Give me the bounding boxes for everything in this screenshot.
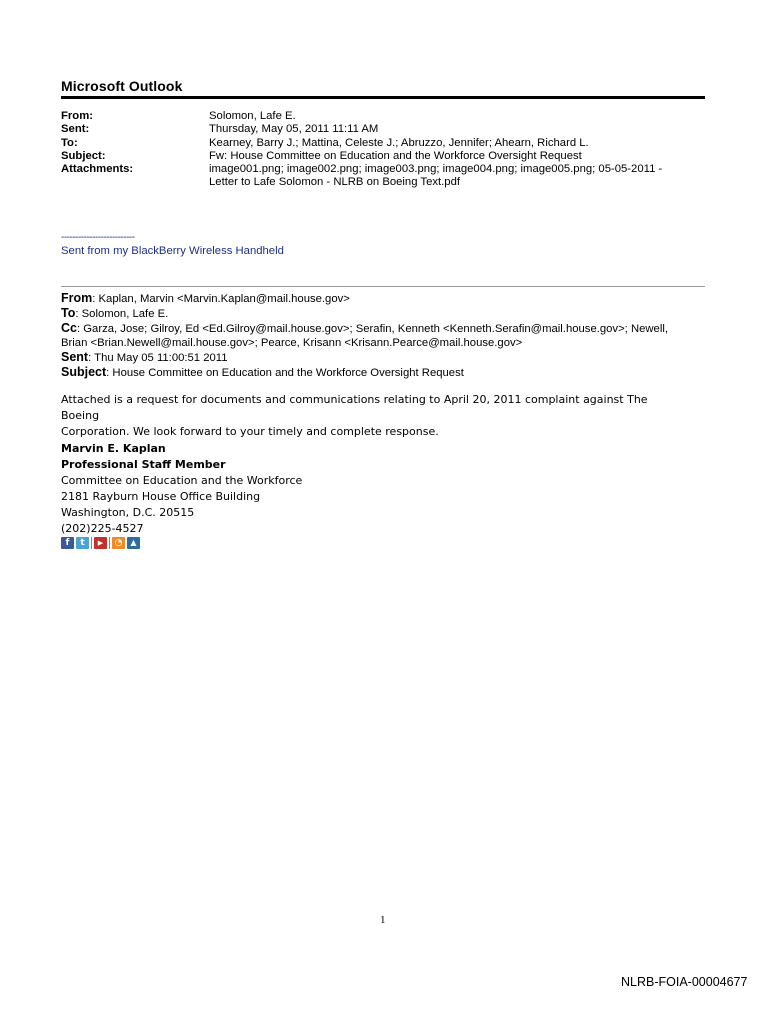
header-sent-row bbox=[61, 123, 711, 136]
fwd-cc-line-2: Brian <Brian.Newell@mail.house.gov>; Pearce, Krisann <Krisann.Pearce@mail.house.gov> bbox=[61, 337, 523, 349]
sent-value: Thursday, May 05, 2011 11:11 AM bbox=[209, 123, 379, 136]
fwd-to-row bbox=[61, 306, 711, 321]
signature-name: Marvin E. Kaplan bbox=[61, 442, 166, 455]
fwd-subject-row bbox=[61, 365, 711, 380]
icon-divider bbox=[91, 537, 92, 549]
title-divider bbox=[61, 96, 705, 99]
attachments-value bbox=[209, 163, 711, 190]
body-line-1: Attached is a request for documents and communications relating to April 20, 2011 complaint against The Boeing bbox=[61, 393, 648, 422]
message-header bbox=[61, 110, 711, 190]
body-line-2: Corporation. We look forward to your timely and complete response. bbox=[61, 425, 439, 438]
signature-address-2: Washington, D.C. 20515 bbox=[61, 506, 195, 519]
to-value: Kearney, Barry J.; Mattina, Celeste J.; Abruzzo, Jennifer; Ahearn, Richard L. bbox=[209, 136, 589, 149]
fwd-from-label: From bbox=[61, 291, 93, 305]
header-from-row bbox=[61, 110, 711, 123]
fwd-cc-line-1: : Garza, Jose; Gilroy, Ed <Ed.Gilroy@mail.house.gov>; Serafin, Kenneth <Kenneth.Serafin@mail.house.gov>; Newell, bbox=[76, 323, 668, 335]
youtube-icon[interactable]: ▶ bbox=[94, 537, 107, 549]
twitter-icon[interactable]: t bbox=[76, 537, 89, 549]
fwd-subject-label: Subject bbox=[61, 365, 107, 379]
signature-phone: (202)225-4527 bbox=[61, 522, 144, 535]
from-label: From: bbox=[61, 110, 94, 122]
blackberry-separator: -------------------------- bbox=[61, 232, 135, 243]
blackberry-signature: Sent from my BlackBerry Wireless Handheld bbox=[61, 245, 284, 257]
signature-title: Professional Staff Member bbox=[61, 458, 226, 471]
fwd-sent-label: Sent bbox=[61, 350, 89, 364]
subject-value: Fw: House Committee on Education and the Workforce Oversight Request bbox=[209, 149, 582, 162]
fwd-to-label: To bbox=[61, 306, 76, 320]
icon-divider bbox=[109, 537, 110, 549]
email-signature bbox=[61, 441, 302, 537]
fwd-cc-label: Cc bbox=[61, 321, 77, 335]
signature-committee: Committee on Education and the Workforce bbox=[61, 474, 303, 487]
to-label: To: bbox=[61, 136, 78, 149]
attachments-label: Attachments: bbox=[61, 163, 134, 176]
fwd-sent-row bbox=[61, 350, 711, 365]
message-body bbox=[61, 392, 681, 440]
fwd-to-value: : Solomon, Lafe E. bbox=[75, 308, 169, 320]
attachments-line-2[interactable]: Letter to Lafe Solomon - NLRB on Boeing Text.pdf bbox=[209, 176, 460, 189]
flickr-icon[interactable]: ▲ bbox=[127, 537, 140, 549]
sent-label: Sent: bbox=[61, 123, 90, 136]
fwd-cc-row bbox=[61, 321, 711, 350]
attachments-line-1[interactable]: image001.png; image002.png; image003.png; image004.png; image005.png; 05-05-2011 - bbox=[209, 163, 663, 176]
fwd-subject-value: : House Committee on Education and the Workforce Oversight Request bbox=[106, 367, 464, 379]
fwd-from-row bbox=[61, 291, 711, 306]
bates-number: NLRB-FOIA-00004677 bbox=[621, 975, 748, 989]
header-to-row bbox=[61, 137, 711, 150]
page-number: 1 bbox=[380, 914, 386, 926]
signature-address-1: 2181 Rayburn House Office Building bbox=[61, 490, 261, 503]
forwarded-header bbox=[61, 291, 711, 380]
forward-divider bbox=[61, 286, 705, 287]
header-attachments-row bbox=[61, 163, 711, 190]
app-title: Microsoft Outlook bbox=[61, 78, 183, 94]
from-value: Solomon, Lafe E. bbox=[209, 110, 296, 122]
header-subject-row bbox=[61, 150, 711, 163]
social-icons bbox=[61, 537, 140, 549]
rss-icon[interactable]: ◔ bbox=[112, 537, 125, 549]
facebook-icon[interactable]: f bbox=[61, 537, 74, 549]
fwd-sent-value: : Thu May 05 11:00:51 2011 bbox=[88, 352, 228, 364]
subject-label: Subject: bbox=[61, 149, 106, 162]
fwd-from-value: : Kaplan, Marvin <Marvin.Kaplan@mail.house.gov> bbox=[92, 293, 350, 305]
